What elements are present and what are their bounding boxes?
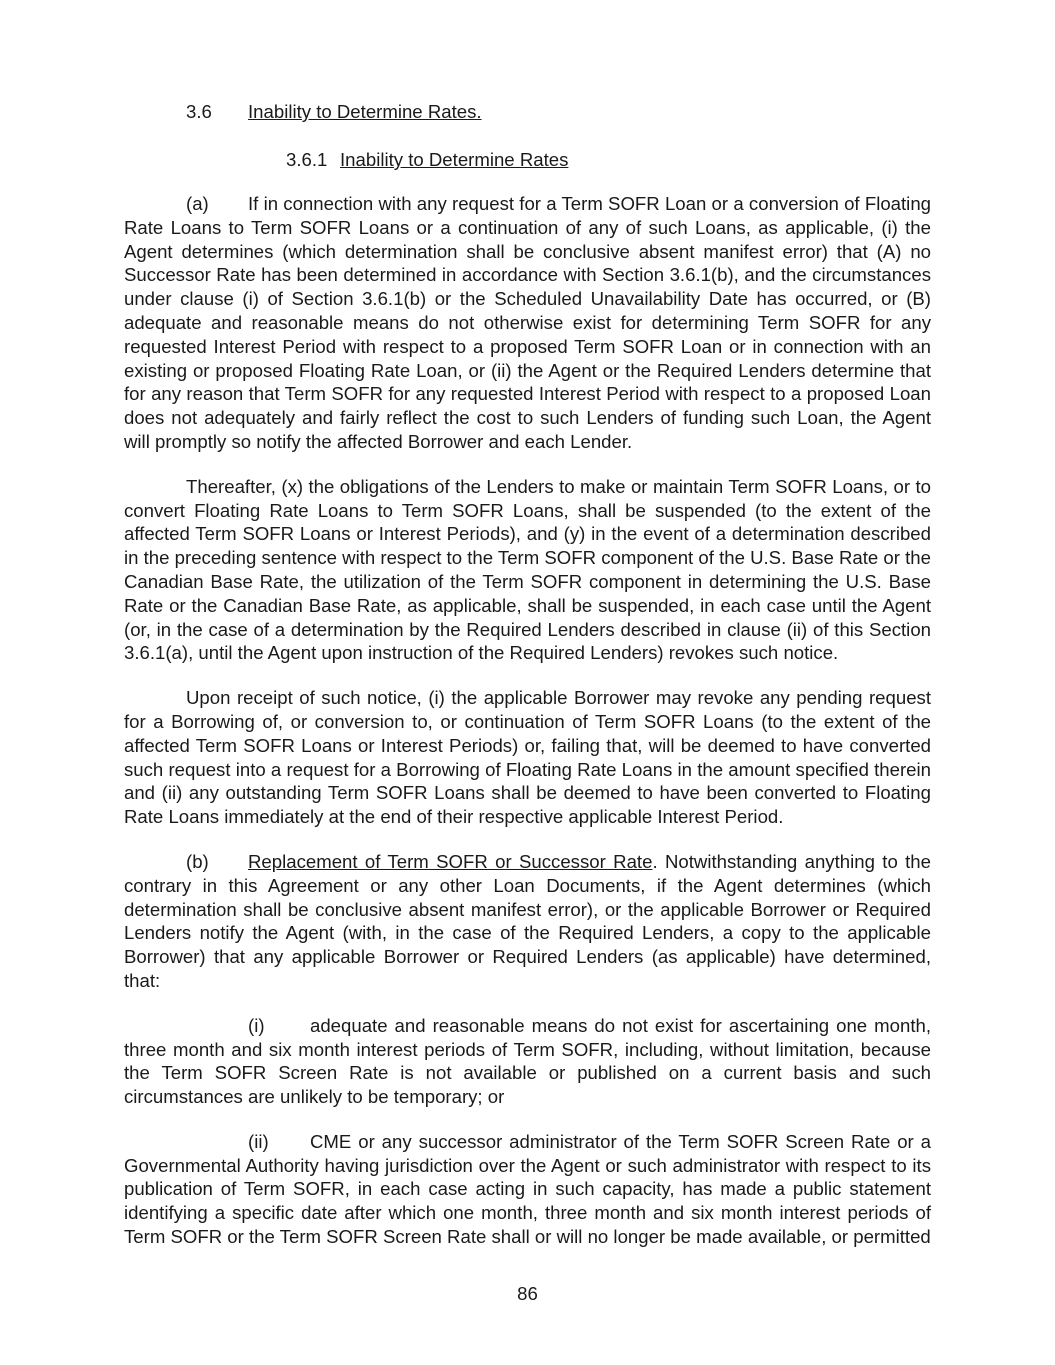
paragraph-ii-text: CME or any successor administrator of the Term SOFR Screen Rate or a Governmental Authority having jurisdiction over the Agent or such administrator with respect to its publication of Term SOFR, in each case acting in such capacity, has made a public statement identifying a specific date after which one month, three month and six month interest periods of Term SOFR or the Term SOFR Screen Rate shall or will no longer be made available, or permitted [124,1130,931,1248]
paragraph-i-label: (i) [248,1014,265,1036]
paragraph-thereafter [124,475,931,665]
document-page [124,100,931,1249]
paragraph-upon-receipt [124,686,931,829]
paragraph-b-heading: Replacement of Term SOFR or Successor Rate [248,850,653,872]
paragraph-upon-receipt-text: Upon receipt of such notice, (i) the applicable Borrower may revoke any pending request for a Borrowing of, or conversion to, or continuation of Term SOFR Loans (to the extent of the affected Term SOFR Loans or Interest Periods) or, failing that, will be deemed to have converted such request into a request for a Borrowing of Floating Rate Loans in the amount specified therein and (ii) any outstanding Term SOFR Loans shall be deemed to have been converted to Floating Rate Loans immediately at the end of their respective applicable Interest Period. [124,687,931,828]
subsection-number: 3.6.1 [286,149,328,170]
paragraph-i [124,1014,931,1109]
paragraph-a-label: (a) [186,193,209,214]
paragraph-b-label: (b) [186,850,209,872]
subsection-title: Inability to Determine Rates [340,149,569,170]
paragraph-thereafter-text: Thereafter, (x) the obligations of the Lenders to make or maintain Term SOFR Loans, or to convert Floating Rate Loans to Term SOFR Loans, shall be suspended (to the extent of the affected Term SOFR Loans or Interest Periods), and (y) in the event of a determination described in the preceding sentence with respect to the Term SOFR component of the U.S. Base Rate or the Canadian Base Rate, the utilization of the Term SOFR component in determining the U.S. Base Rate or the Canadian Base Rate, as applicable, shall be suspended, in each case until the Agent (or, in the case of a determination by the Required Lenders described in clause (ii) of this Section 3.6.1(a), until the Agent upon instruction of the Required Lenders) revokes such notice. [124,475,931,664]
subsection-heading [124,148,931,172]
section-number: 3.6 [186,101,212,122]
paragraph-b-text: . Notwithstanding anything to the contrary in this Agreement or any other Loan Documents, if the Agent determines (which determination shall be conclusive absent manifest error), or the applicable Borrower or Required Lenders notify the Agent (with, in the case of the Required Lenders, a copy to the applicable Borrower) that any applicable Borrower or Required Lenders (as applicable) have determined, that: [124,850,931,991]
page-number: 86 [517,1283,538,1304]
section-title: Inability to Determine Rates. [248,101,482,122]
paragraph-b [124,850,931,993]
section-heading [124,100,931,126]
paragraph-ii [124,1130,931,1249]
paragraph-ii-label: (ii) [248,1130,269,1152]
paragraph-i-text: adequate and reasonable means do not exist for ascertaining one month, three month and six month interest periods of Term SOFR, including, without limitation, because the Term SOFR Screen Rate is not available or published on a current basis and such circumstances are unlikely to be temporary; or [124,1014,931,1108]
paragraph-a [124,192,931,454]
paragraph-a-text: If in connection with any request for a Term SOFR Loan or a conversion of Floating Rate Loans to Term SOFR Loans or a continuation of any of such Loans, as applicable, (i) the Agent determines (which determination shall be conclusive absent manifest error) that (A) no Successor Rate has been determined in accordance with Section 3.6.1(b), and the circumstances under clause (i) of Section 3.6.1(b) or the Scheduled Unavailability Date has occurred, or (B) adequate and reasonable means do not otherwise exist for determining Term SOFR for any requested Interest Period with respect to a proposed Term SOFR Loan or in connection with an existing or proposed Floating Rate Loan, or (ii) the Agent or the Required Lenders determine that for any reason that Term SOFR for any requested Interest Period with respect to a proposed Loan does not adequately and fairly reflect the cost to such Lenders of funding such Loan, the Agent will promptly so notify the affected Borrower and each Lender. [124,193,931,452]
